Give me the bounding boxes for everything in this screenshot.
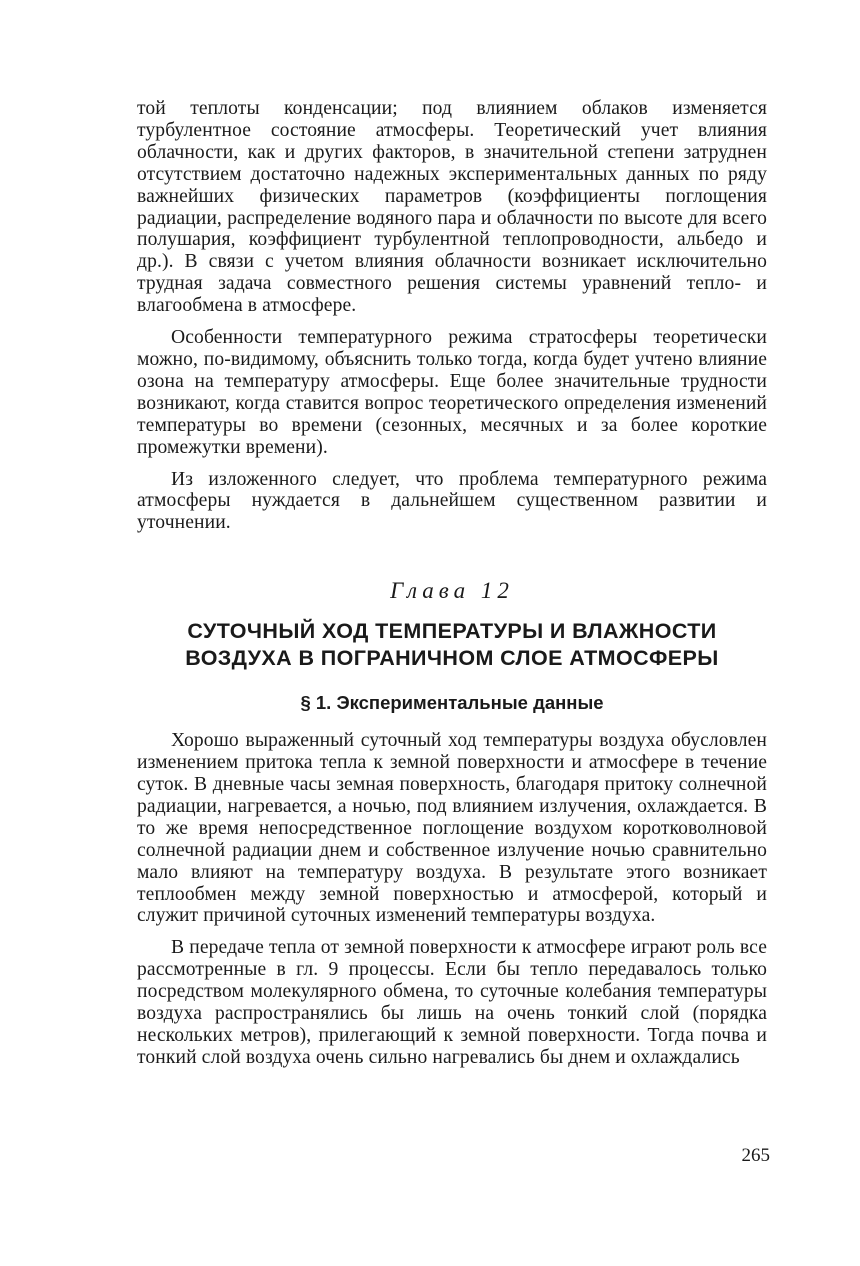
chapter-title-line: СУТОЧНЫЙ ХОД ТЕМПЕРАТУРЫ И ВЛАЖНОСТИ <box>187 619 717 644</box>
paragraph: В передаче тепла от земной поверхности к атмосфере играют роль все рассмотренные в гл. 9 процессы. Если бы тепло передавалось только посредством молекулярного обмена, то суточные колебания температуры воздуха распространялись бы лишь на очень тонкий слой (порядка нескольких метров), прилегающий к земной поверхности. Тогда почва и тонкий слой воздуха очень сильно нагревались бы днем и охлаждались <box>137 937 767 1068</box>
text-column <box>137 98 767 1069</box>
paragraph: Из изложенного следует, что проблема температурного режима атмосферы нуждается в дальнейшем существенном развитии и уточнении. <box>137 468 767 534</box>
section-title: § 1. Экспериментальные данные <box>300 692 604 714</box>
paragraph: Хорошо выраженный суточный ход температуры воздуха обусловлен изменением притока тепла к земной поверхности и атмосфере в течение суток. В дневные часы земная поверхность, благодаря притоку солнечной радиации, нагревается, а ночью, под влиянием излучения, охлаждается. В то же время непосредственное поглощение воздухом коротковолновой солнечной радиации днем и собственное излучение ночью сравнительно мало влияют на температуру воздуха. В результате этого возникает теплообмен между земной поверхностью и атмосферой, который и служит причиной суточных изменений температуры воздуха. <box>137 730 767 927</box>
chapter-title <box>137 618 767 672</box>
chapter-label: Глава 12 <box>390 578 514 604</box>
chapter-title-line: ВОЗДУХА В ПОГРАНИЧНОМ СЛОЕ АТМОСФЕРЫ <box>185 646 719 671</box>
paragraph: Особенности температурного режима стратосферы теоретически можно, по-видимому, объяснить только тогда, когда будет учтено влияние озона на температуру атмосферы. Еще более значительные трудности возникают, когда ставится вопрос теоретического определения изменений температуры во времени (сезонных, месячных и за более короткие промежутки времени). <box>137 327 767 458</box>
page-number: 265 <box>741 1145 770 1166</box>
paragraph: той теплоты конденсации; под влиянием облаков изменяется турбулентное состояние атмосферы. Теоретический учет влияния облачности, как и других факторов, в значительной степени затруднен отсутствием достаточно надежных экспериментальных данных по ряду важнейших физических параметров (коэффициенты поглощения радиации, распределение водяного пара и облачности по высоте для всего полушария, коэффициент турбулентной теплопроводности, альбедо и др.). В связи с учетом влияния облачности возникает исключительно трудная задача совместного решения системы уравнений тепло- и влагообмена в атмосфере. <box>137 98 767 317</box>
